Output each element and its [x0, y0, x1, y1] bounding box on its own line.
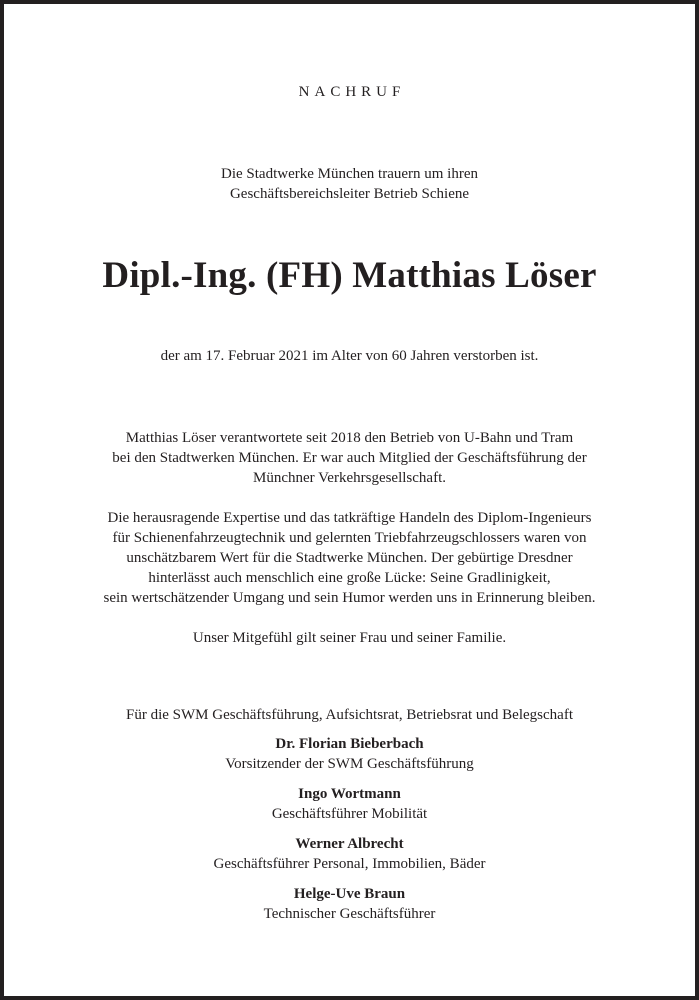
- paragraph-1-line-3: Münchner Verkehrsgesellschaft.: [253, 470, 446, 486]
- paragraph-2-line-5: sein wertschätzender Umgang und sein Humor werden uns in Erinnerung bleiben.: [103, 590, 596, 606]
- intro-line-2: Geschäftsbereichsleiter Betrieb Schiene: [229, 186, 470, 202]
- paragraph-1-line-2: bei den Stadtwerken München. Er war auch Mitglied der Geschäftsführung der: [112, 450, 587, 466]
- signatory-name: Dr. Florian Bieberbach: [275, 736, 424, 752]
- signatory-role: Technischer Geschäftsführer: [263, 906, 436, 922]
- heading: NACHRUF: [298, 84, 406, 100]
- deceased-name: Dipl.-Ing. (FH) Matthias Löser: [102, 255, 597, 296]
- signatory-role: Geschäftsführer Personal, Immobilien, Bäder: [213, 856, 486, 872]
- condolence: Unser Mitgefühl gilt seiner Frau und seiner Familie.: [192, 630, 507, 646]
- signatory-role: Vorsitzender der SWM Geschäftsführung: [225, 756, 474, 772]
- signatory-name: Helge-Uve Braun: [293, 886, 406, 902]
- obituary-page: [4, 4, 695, 996]
- signatory-role: Geschäftsführer Mobilität: [271, 806, 428, 822]
- paragraph-2-line-2: für Schienenfahrzeugtechnik und gelernten Triebfahrzeugschlossers waren von: [112, 530, 587, 546]
- death-notice: der am 17. Februar 2021 im Alter von 60 Jahren verstorben ist.: [160, 348, 539, 364]
- signatory-name: Ingo Wortmann: [298, 786, 401, 802]
- paragraph-2-line-1: Die herausragende Expertise und das tatkräftige Handeln des Diplom-Ingenieurs: [107, 510, 592, 526]
- on-behalf-of: Für die SWM Geschäftsführung, Aufsichtsrat, Betriebsrat und Belegschaft: [126, 707, 573, 723]
- paragraph-1-line-1: Matthias Löser verantwortete seit 2018 den Betrieb von U-Bahn und Tram: [125, 430, 574, 446]
- signatory-name: Werner Albrecht: [295, 836, 404, 852]
- intro-line-1: Die Stadtwerke München trauern um ihren: [221, 166, 478, 182]
- paragraph-2-line-3: unschätzbarem Wert für die Stadtwerke München. Der gebürtige Dresdner: [126, 550, 573, 566]
- paragraph-2-line-4: hinterlässt auch menschlich eine große Lücke: Seine Gradlinigkeit,: [148, 570, 551, 586]
